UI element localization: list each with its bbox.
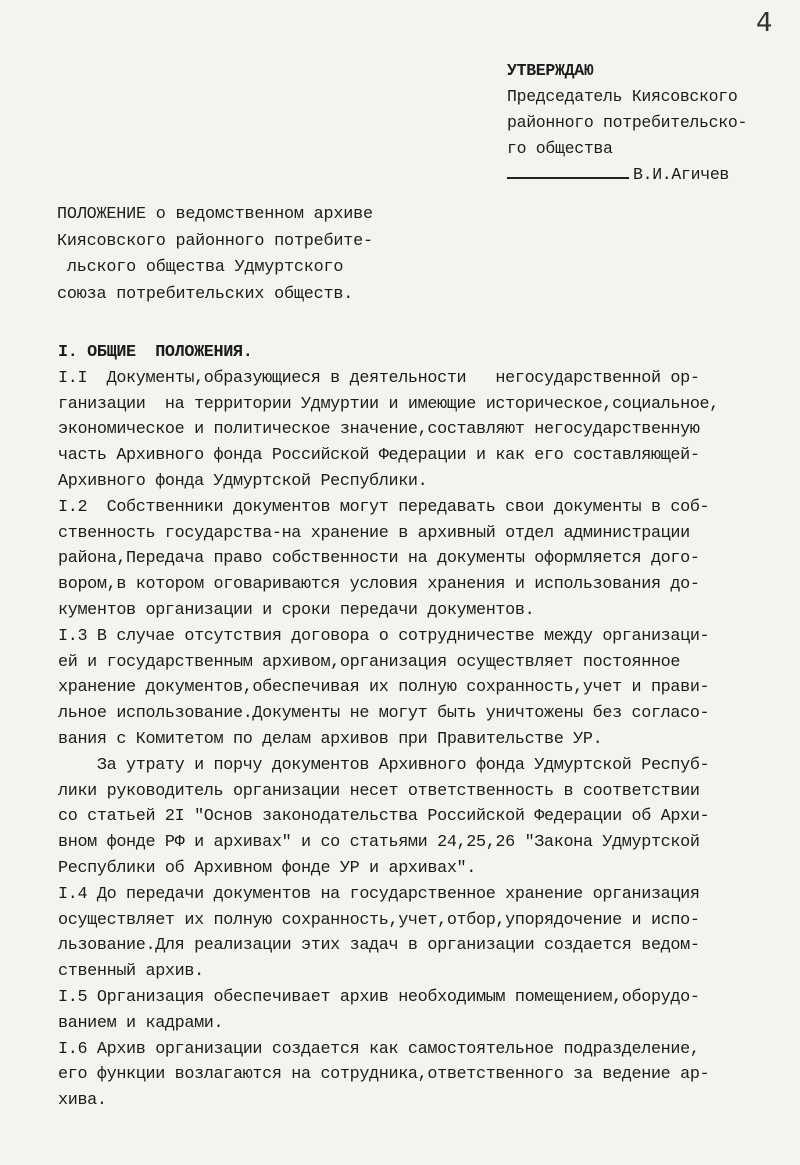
- heading-line: льского общества Удмуртского: [57, 258, 344, 277]
- page-number: 4: [756, 8, 773, 38]
- approval-line: районного потребительско-: [507, 113, 748, 132]
- body-line: ственность государства-на хранение в архивный отдел администрации: [58, 523, 690, 543]
- body-line: экономическое и политическое значение,составляют негосударственную: [58, 420, 700, 440]
- heading-line: союза потребительских обществ.: [57, 284, 354, 304]
- body-line: его функции возлагаются на сотрудника,ответственного за ведение ар-: [58, 1065, 710, 1085]
- body-line: I.I Документы,образующиеся в деятельности негосударственной ор-: [58, 368, 700, 388]
- heading-line: ПОЛОЖЕНИЕ о ведомственном архиве: [57, 205, 373, 224]
- approval-line: го общества: [507, 139, 613, 158]
- body-line: часть Архивного фонда Российской Федерации и как его составляющей-: [58, 446, 700, 466]
- body-line: хива.: [58, 1091, 107, 1111]
- signature-row: [507, 162, 747, 188]
- body-line: вором,в котором оговариваются условия хранения и использования до-: [58, 575, 700, 595]
- body-line: хранение документов,обеспечивая их полную сохранность,учет и прави-: [58, 678, 710, 698]
- signature-line: [507, 165, 629, 179]
- body-line: I.2 Собственники документов могут передавать свои документы в соб-: [58, 497, 710, 517]
- body-line: со статьей 2I "Основ законодательства Российской Федерации об Архи-: [58, 807, 710, 827]
- body-line: осуществляет их полную сохранность,учет,отбор,упорядочение и испо-: [58, 910, 700, 930]
- body-line: I.6 Архив организации создается как самостоятельное подразделение,: [58, 1039, 700, 1059]
- document-body: [58, 340, 788, 1114]
- body-line: кументов организации и сроки передачи документов.: [58, 600, 535, 620]
- body-line: вном фонде РФ и архивах" и со статьями 24,25,26 "Закона Удмуртской: [58, 833, 700, 853]
- body-line: района,Передача право собственности на документы оформляется дого-: [58, 549, 700, 569]
- body-line: лики руководитель организации несет ответственность в соответствии: [58, 781, 700, 801]
- approval-block: [507, 58, 747, 188]
- section-title: I. ОБЩИЕ ПОЛОЖЕНИЯ.: [58, 343, 253, 362]
- document-heading: [57, 202, 373, 308]
- body-line: льное использование.Документы не могут быть уничтожены без согласо-: [58, 704, 710, 724]
- body-line: Архивного фонда Удмуртской Республики.: [58, 471, 428, 491]
- body-line: вания с Комитетом по делам архивов при Правительстве УР.: [58, 729, 603, 749]
- body-line: За утрату и порчу документов Архивного фонда Удмуртской Респуб-: [58, 755, 710, 775]
- body-line: ей и государственным архивом,организация осуществляет постоянное: [58, 652, 681, 672]
- body-line: ганизации на территории Удмуртии и имеющие историческое,социальное,: [58, 394, 719, 414]
- body-line: ственный архив.: [58, 962, 204, 982]
- body-line: ванием и кадрами.: [58, 1013, 224, 1033]
- body-line: льзование.Для реализации этих задач в организации создается ведом-: [58, 936, 700, 956]
- body-line: I.3 В случае отсутствия договора о сотрудничестве между организаци-: [58, 626, 710, 646]
- body-line: I.5 Организация обеспечивает архив необходимым помещением,оборудо-: [58, 987, 700, 1007]
- body-line: I.4 До передачи документов на государственное хранение организация: [58, 884, 700, 904]
- body-line: Республики об Архивном фонде УР и архивах".: [58, 858, 476, 878]
- heading-line: Киясовского районного потребите-: [57, 231, 373, 251]
- approval-title: УТВЕРЖДАЮ: [507, 61, 594, 80]
- approval-line: Председатель Киясовского: [507, 87, 738, 106]
- signature-name: В.И.Агичев: [633, 165, 730, 184]
